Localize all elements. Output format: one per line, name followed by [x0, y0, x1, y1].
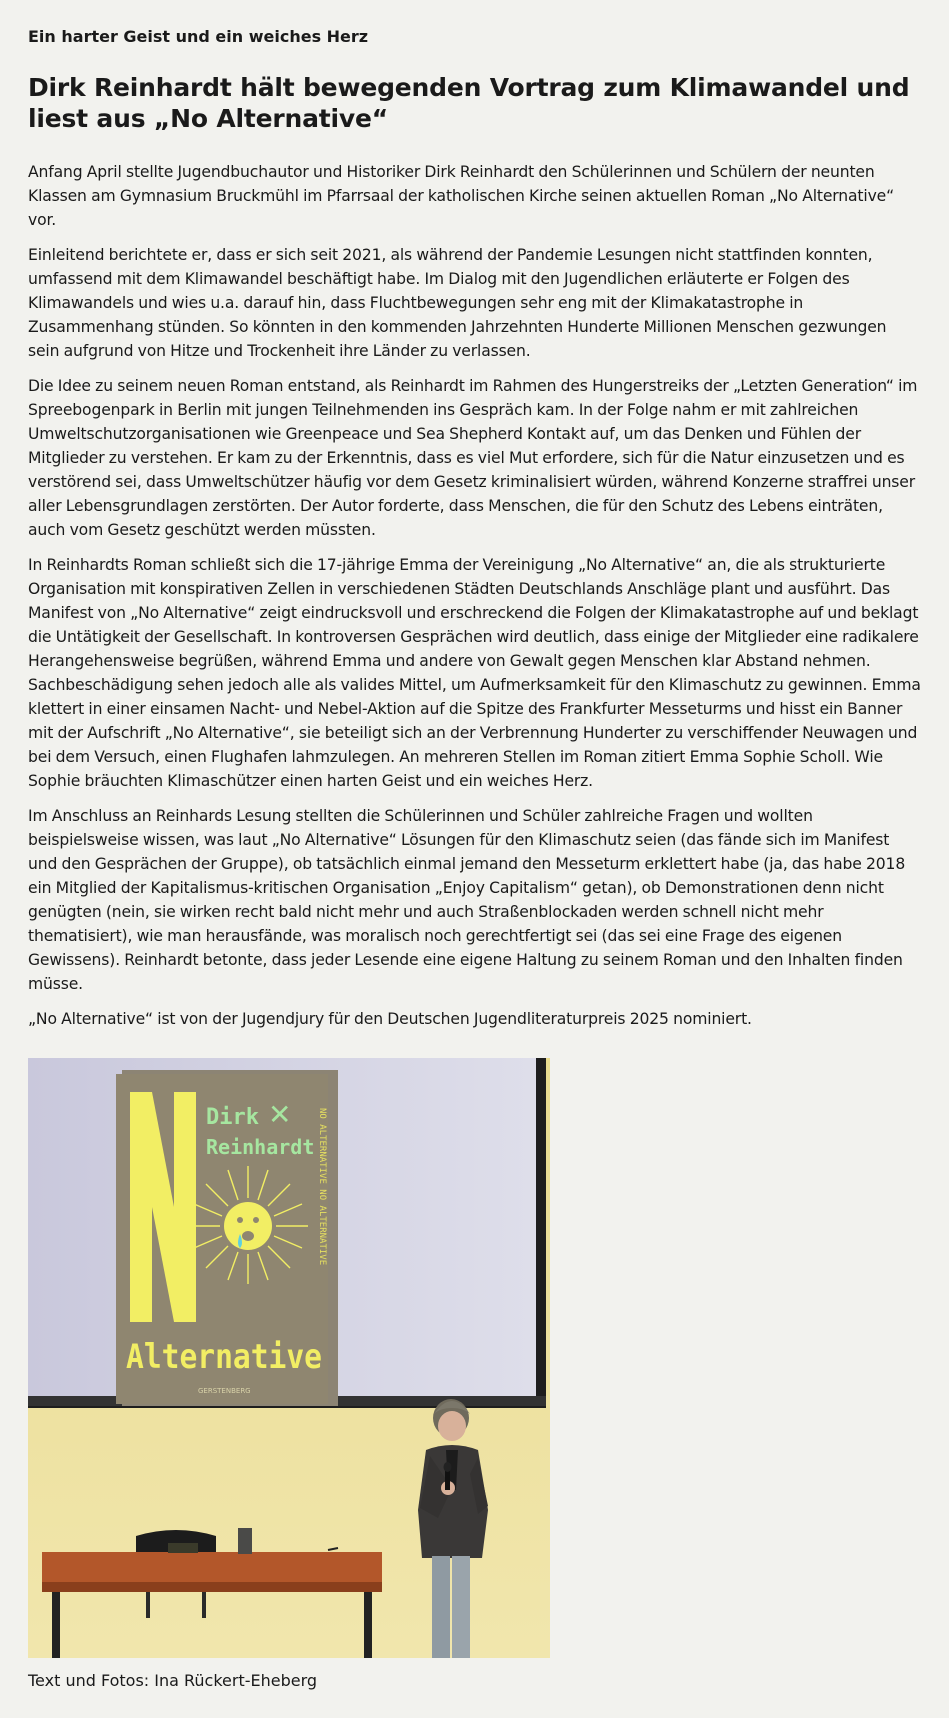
- cover-side-text: NO ALTERNATIVE NO ALTERNATIVE: [317, 1108, 327, 1266]
- event-photo: [28, 1058, 550, 1658]
- article-paragraph: „No Alternative“ ist von der Jugendjury für den Deutschen Jugendliteraturpreis 2025 nominiert.: [28, 1010, 752, 1028]
- cover-author: Dirk: [206, 1105, 259, 1130]
- cover-publisher: GERSTENBERG: [198, 1387, 251, 1395]
- article-kicker: Ein harter Geist und ein weiches Herz: [28, 27, 369, 46]
- article-paragraph: Im Anschluss an Reinhards Lesung stellten die Schülerinnen und Schüler zahlreiche Fragen und wollten beispielsweise wissen, was laut „No Alternative“ Lösungen für den Klimaschutz seien (das fände sich im Manifest und den Gesprächen der Gruppe), ob tatsächlich einmal jemand den Messeturm erklettert habe (ja, das habe 2018 ein Mitglied der Kapitalismus-kritischen Organisation „Enjoy Capitalism“ getan), ob Demonstrationen denn nicht genügten (nein, sie wirken recht bald nicht mehr und auch Straßenblockaden werden schnell nicht mehr thematisiert), wie man herausfände, was moralisch noch gerechtfertigt sei (das sei eine Frage des eigenen Gewissens). Reinhardt betonte, dass jeder Lesende eine eigene Haltung zu seinem Roman und den Inhalten finden müsse.: [28, 807, 906, 993]
- cover-author-surname: Reinhardt: [206, 1135, 315, 1159]
- photo-caption: Text und Fotos: Ina Rückert-Eheberg: [28, 1671, 318, 1690]
- article-headline: Dirk Reinhardt hält bewegenden Vortrag zum Klimawandel und liest aus „No Alternative“: [28, 73, 910, 133]
- book-cover: [116, 1070, 338, 1406]
- cover-author-x: ✕: [268, 1098, 292, 1131]
- cover-title: Alternative: [126, 1337, 322, 1377]
- article-paragraph: Die Idee zu seinem neuen Roman entstand, als Reinhardt im Rahmen des Hungerstreiks der „Letzten Generation“ im Spreebogenpark in Berlin mit jungen Teilnehmenden ins Gespräch kam. In der Folge nahm er mit zahlreichen Umweltschutzorganisationen wie Greenpeace und Sea Shepherd Kontakt auf, um das Denken und Fühlen der Mitglieder zu verstehen. Er kam zu der Erkenntnis, dass es viel Mut erfordere, sich für die Natur einzusetzen und es verstörend sei, dass Umweltschützer häufig vor dem Gesetz kriminalisiert würden, während Konzerne straffrei unser aller Lebensgrundlagen zerstörten. Der Autor forderte, dass Menschen, die für den Schutz des Lebens einträten, auch vom Gesetz geschützt werden müssten.: [28, 377, 918, 539]
- article-paragraph: In Reinhardts Roman schließt sich die 17-jährige Emma der Vereinigung „No Alternative“ an, die als strukturierte Organisation mit konspirativen Zellen in verschiedenen Städten Deutschlands Anschläge plant und ausführt. Das Manifest von „No Alternative“ zeigt eindrucksvoll und erschreckend die Folgen der Klimakatastrophe auf und beklagt die Untätigkeit der Gesellschaft. In kontroversen Gesprächen wird deutlich, dass einige der Mitglieder eine radikalere Herangehensweise begrüßen, während Emma und andere von Gewalt gegen Menschen klar Abstand nehmen. Sachbeschädigung sehen jedoch alle als valides Mittel, um Aufmerksamkeit für den Klimaschutz zu gewinnen. Emma klettert in einer einsamen Nacht- und Nebel-Aktion auf die Spitze des Frankfurter Messeturms und hisst ein Banner mit der Aufschrift „No Alternative“, sie beteiligt sich an der Verbrennung Hunderter zu verschiffender Neuwagen und bei dem Versuch, einen Flughafen lahmzulegen. An mehreren Stellen im Roman zitiert Emma Sophie Scholl. Wie Sophie bräuchten Klimaschützer einen harten Geist und ein weiches Herz.: [28, 556, 921, 790]
- article-paragraph: Anfang April stellte Jugendbuchautor und Historiker Dirk Reinhardt den Schülerinnen und Schülern der neunten Klassen am Gymnasium Bruckmühl im Pfarrsaal der katholischen Kirche seinen aktuellen Roman „No Alternative“ vor.: [28, 163, 895, 229]
- article-paragraph: Einleitend berichtete er, dass er sich seit 2021, als während der Pandemie Lesungen nicht stattfinden konnten, umfassend mit dem Klimawandel beschäftigt habe. Im Dialog mit den Jugendlichen erläuterte er Folgen des Klimawandels und wies u.a. darauf hin, dass Fluchtbewegungen sehr eng mit der Klimakatastrophe in Zusammenhang stünden. So könnten in den kommenden Jahrzehnten Hunderte Millionen Menschen gezwungen sein aufgrund von Hitze und Trockenheit ihre Länder zu verlassen.: [28, 246, 887, 360]
